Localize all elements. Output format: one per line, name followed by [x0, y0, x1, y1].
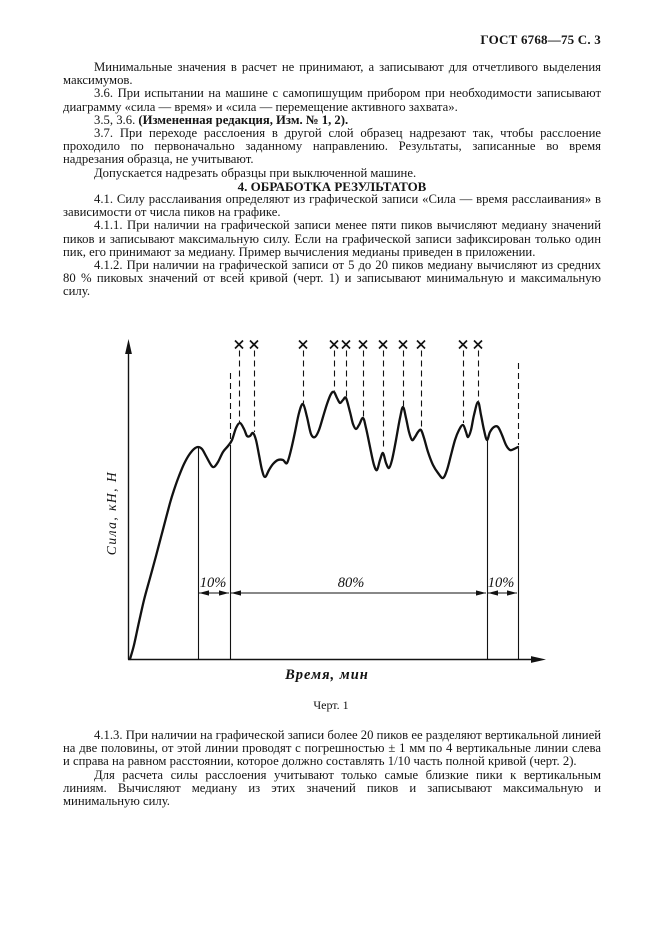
paragraph: 4.1.1. При наличии на графической записи менее пяти пиков вычисляют медиану значений пиков и записывают максимальную силу. Если на графической записи зафиксирован только один пик, его принимают за медиану. Пример вычисления медианы приведен в приложении.	[63, 218, 601, 259]
y-axis-label: Сила, кН, Н	[104, 470, 119, 556]
paragraph: 4.1.2. При наличии на графической записи от 5 до 20 пиков медиану вычисляют из средних 80 % пиковых значений от всей кривой (черт. 1) и записывают минимальную и максимальную силу.	[63, 258, 601, 299]
dimension-arrowhead	[199, 590, 209, 595]
paragraph: Допускается надрезать образцы при выключенной машине.	[94, 165, 417, 180]
dimension-arrowhead	[507, 590, 517, 595]
text-block-top	[63, 61, 601, 299]
dimension-arrowhead	[231, 590, 241, 595]
section-heading: 4. ОБРАБОТКА РЕЗУЛЬТАТОВ	[237, 178, 427, 194]
text-block-bottom	[63, 729, 601, 808]
paragraph: 3.5, 3.6. (Измененная редакция, Изм. № 1, 2).	[94, 112, 349, 127]
paragraph: Для расчета силы расслоения учитывают только самые близкие пики к вертикальным линиям. Вычисляют медиану из этих значений пиков и записывают максимальную и минимальную силу.	[63, 767, 601, 809]
zone-percent-label: 10%	[199, 575, 227, 591]
paragraph-group-top	[63, 61, 601, 180]
x-axis-label: Время, мин	[285, 667, 369, 683]
paragraph: 3.7. При переходе расслоения в другой слой образец надрезают так, чтобы расслоение проходило по первоначально заданному направлению. Результаты, записанные во время надрезания образца, не учитывают.	[63, 126, 601, 167]
y-axis-arrowhead	[125, 339, 132, 354]
dimension-arrowhead	[476, 590, 486, 595]
paragraph: 3.6. При испытании на машине с самопишущим прибором при необходимости записывают диаграмму «сила — время» и «сила — перемещение активного захвата».	[63, 86, 601, 114]
force-curve	[130, 392, 518, 659]
figure-caption: Черт. 1	[313, 698, 349, 712]
paragraph-group-bottom	[63, 729, 601, 808]
paragraph: 4.1.3. При наличии на графической записи более 20 пиков ее разделяют вертикальной линией на две половины, от этой линии проводят с погрешностью ± 1 мм по 4 вертикальные линии слева и справа на равном расстоянии, которое должно составлять 1/10 часть полной кривой (черт. 2).	[63, 728, 601, 769]
doc-header: ГОСТ 6768—75 С. 3	[480, 32, 601, 47]
zone-percent-label: 10%	[487, 575, 515, 591]
paragraph: Минимальные значения в расчет не принимают, а записывают для отчетливого выделения максимумов.	[63, 60, 601, 88]
paragraph-group-mid	[63, 193, 601, 299]
paragraph: 4.1. Силу расслаивания определяют из графической записи «Сила — время расслаивания» в зависимости от числа пиков на графике.	[63, 192, 601, 220]
force-time-chart	[95, 330, 560, 720]
zone-percent-label: 80%	[337, 575, 365, 591]
dimension-arrowhead	[488, 590, 498, 595]
x-axis-arrowhead	[531, 656, 546, 663]
dimension-arrowhead	[219, 590, 229, 595]
figure-1	[95, 330, 560, 720]
